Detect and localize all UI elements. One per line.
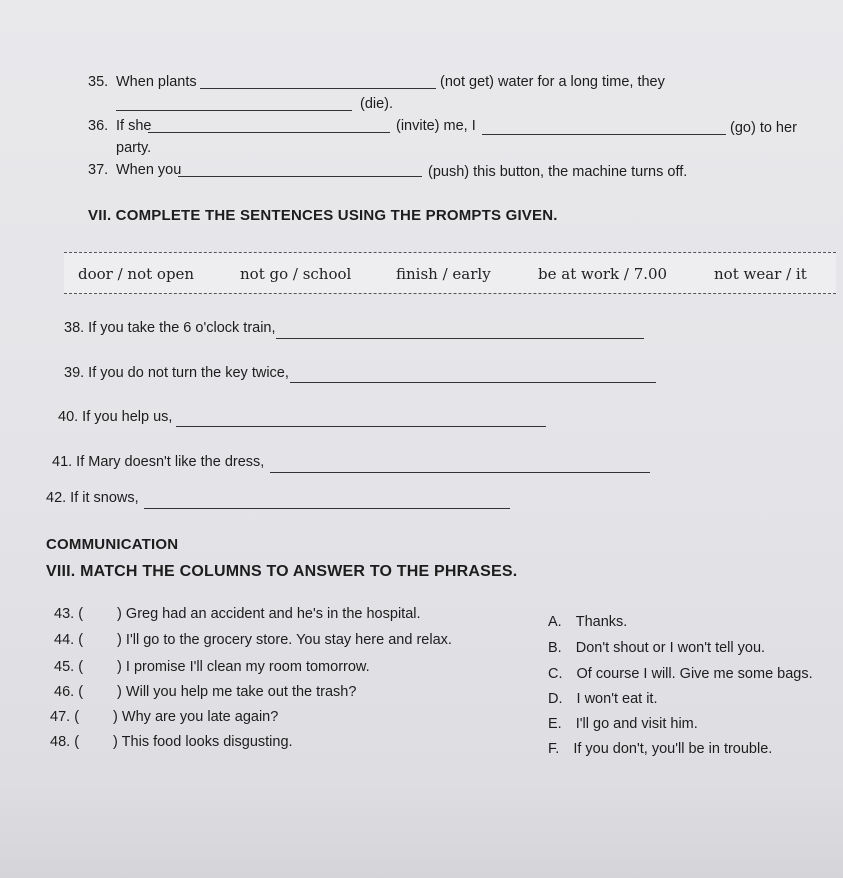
match-answer-e xyxy=(548,716,698,732)
match-answer-f xyxy=(548,741,772,757)
answer-text: If you don't, you'll be in trouble. xyxy=(573,741,773,757)
match-prompt: I promise I'll clean my room tomorrow. xyxy=(125,659,370,675)
q36-number: 36. xyxy=(88,118,109,134)
answer-text: I'll go and visit him. xyxy=(575,716,698,732)
answer-bracket[interactable]: ( ) xyxy=(78,606,122,622)
page-shading xyxy=(0,780,843,878)
match-item-44 xyxy=(54,632,452,648)
answer-letter: C. xyxy=(548,666,563,682)
match-number: 46. xyxy=(54,684,75,700)
match-answer-d xyxy=(548,691,657,707)
q36-text-continued: party. xyxy=(116,140,152,156)
answer-letter: D. xyxy=(548,691,563,707)
q35-text: When plants xyxy=(116,74,197,90)
match-item-48 xyxy=(50,734,293,750)
q37-blank[interactable] xyxy=(178,164,422,177)
q35-hint-1: (not get) water for a long time, they xyxy=(440,74,665,90)
match-prompt: Why are you late again? xyxy=(121,709,279,725)
q35-number: 35. xyxy=(88,74,109,90)
prompt-item: finish / early xyxy=(396,265,491,283)
match-prompt: Greg had an accident and he's in the hospital. xyxy=(125,606,421,622)
prompt-box xyxy=(64,252,836,294)
q37-hint: (push) this button, the machine turns off. xyxy=(428,164,688,180)
q35-blank-2[interactable] xyxy=(116,98,352,111)
sentence-blank[interactable] xyxy=(290,370,656,383)
prompt-item: be at work / 7.00 xyxy=(538,265,668,283)
q36-text: If she xyxy=(116,118,152,134)
q35-hint-2: (die). xyxy=(360,96,394,112)
match-number: 47. xyxy=(50,709,71,725)
answer-text: Don't shout or I won't tell you. xyxy=(575,640,766,656)
sentence-blank[interactable] xyxy=(270,460,650,473)
match-answer-b xyxy=(548,640,765,656)
answer-bracket[interactable]: ( ) xyxy=(74,709,118,725)
sentence-text: 39. If you do not turn the key twice, xyxy=(64,365,289,381)
sentence-blank[interactable] xyxy=(176,414,546,427)
sentence-blank[interactable] xyxy=(276,326,644,339)
answer-text: I won't eat it. xyxy=(576,691,658,707)
match-item-46 xyxy=(54,684,356,700)
match-item-47 xyxy=(50,709,278,725)
prompt-item: door / not open xyxy=(78,265,195,283)
answer-bracket[interactable]: ( ) xyxy=(78,684,122,700)
match-answer-a xyxy=(548,614,627,630)
q36-blank-1[interactable] xyxy=(148,120,390,133)
sentence-text: 40. If you help us, xyxy=(58,409,173,425)
answer-letter: F. xyxy=(548,741,560,757)
match-number: 48. xyxy=(50,734,71,750)
match-number: 45. xyxy=(54,659,75,675)
communication-label: COMMUNICATION xyxy=(46,536,179,553)
sentence-text: 42. If it snows, xyxy=(46,490,139,506)
answer-bracket[interactable]: ( ) xyxy=(78,632,122,648)
match-number: 43. xyxy=(54,606,75,622)
q35-blank-1[interactable] xyxy=(200,76,436,89)
prompt-item: not go / school xyxy=(240,265,352,283)
answer-bracket[interactable]: ( ) xyxy=(74,734,118,750)
match-number: 44. xyxy=(54,632,75,648)
answer-text: Of course I will. Give me some bags. xyxy=(576,666,813,682)
q37-number: 37. xyxy=(88,162,109,178)
answer-text: Thanks. xyxy=(575,614,628,630)
match-prompt: I'll go to the grocery store. You stay here and relax. xyxy=(125,632,452,648)
match-prompt: This food looks disgusting. xyxy=(121,734,293,750)
match-item-45 xyxy=(54,659,370,675)
answer-bracket[interactable]: ( ) xyxy=(78,659,122,675)
answer-letter: B. xyxy=(548,640,562,656)
match-prompt: Will you help me take out the trash? xyxy=(125,684,357,700)
prompt-item: not wear / it xyxy=(714,265,807,283)
match-answer-c xyxy=(548,666,813,682)
answer-letter: E. xyxy=(548,716,562,732)
q36-blank-2[interactable] xyxy=(482,122,726,135)
sentence-text: 38. If you take the 6 o'clock train, xyxy=(64,320,276,336)
sentence-text: 41. If Mary doesn't like the dress, xyxy=(52,454,265,470)
q36-hint-1: (invite) me, I xyxy=(396,118,476,134)
q37-text: When you xyxy=(116,162,182,178)
section-7-heading: VII. COMPLETE THE SENTENCES USING THE PROMPTS GIVEN. xyxy=(88,207,558,224)
q36-hint-2: (go) to her xyxy=(730,120,797,136)
section-8-heading: VIII. MATCH THE COLUMNS TO ANSWER TO THE PHRASES. xyxy=(46,563,518,580)
answer-letter: A. xyxy=(548,614,562,630)
sentence-blank[interactable] xyxy=(144,496,510,509)
match-item-43 xyxy=(54,606,421,622)
